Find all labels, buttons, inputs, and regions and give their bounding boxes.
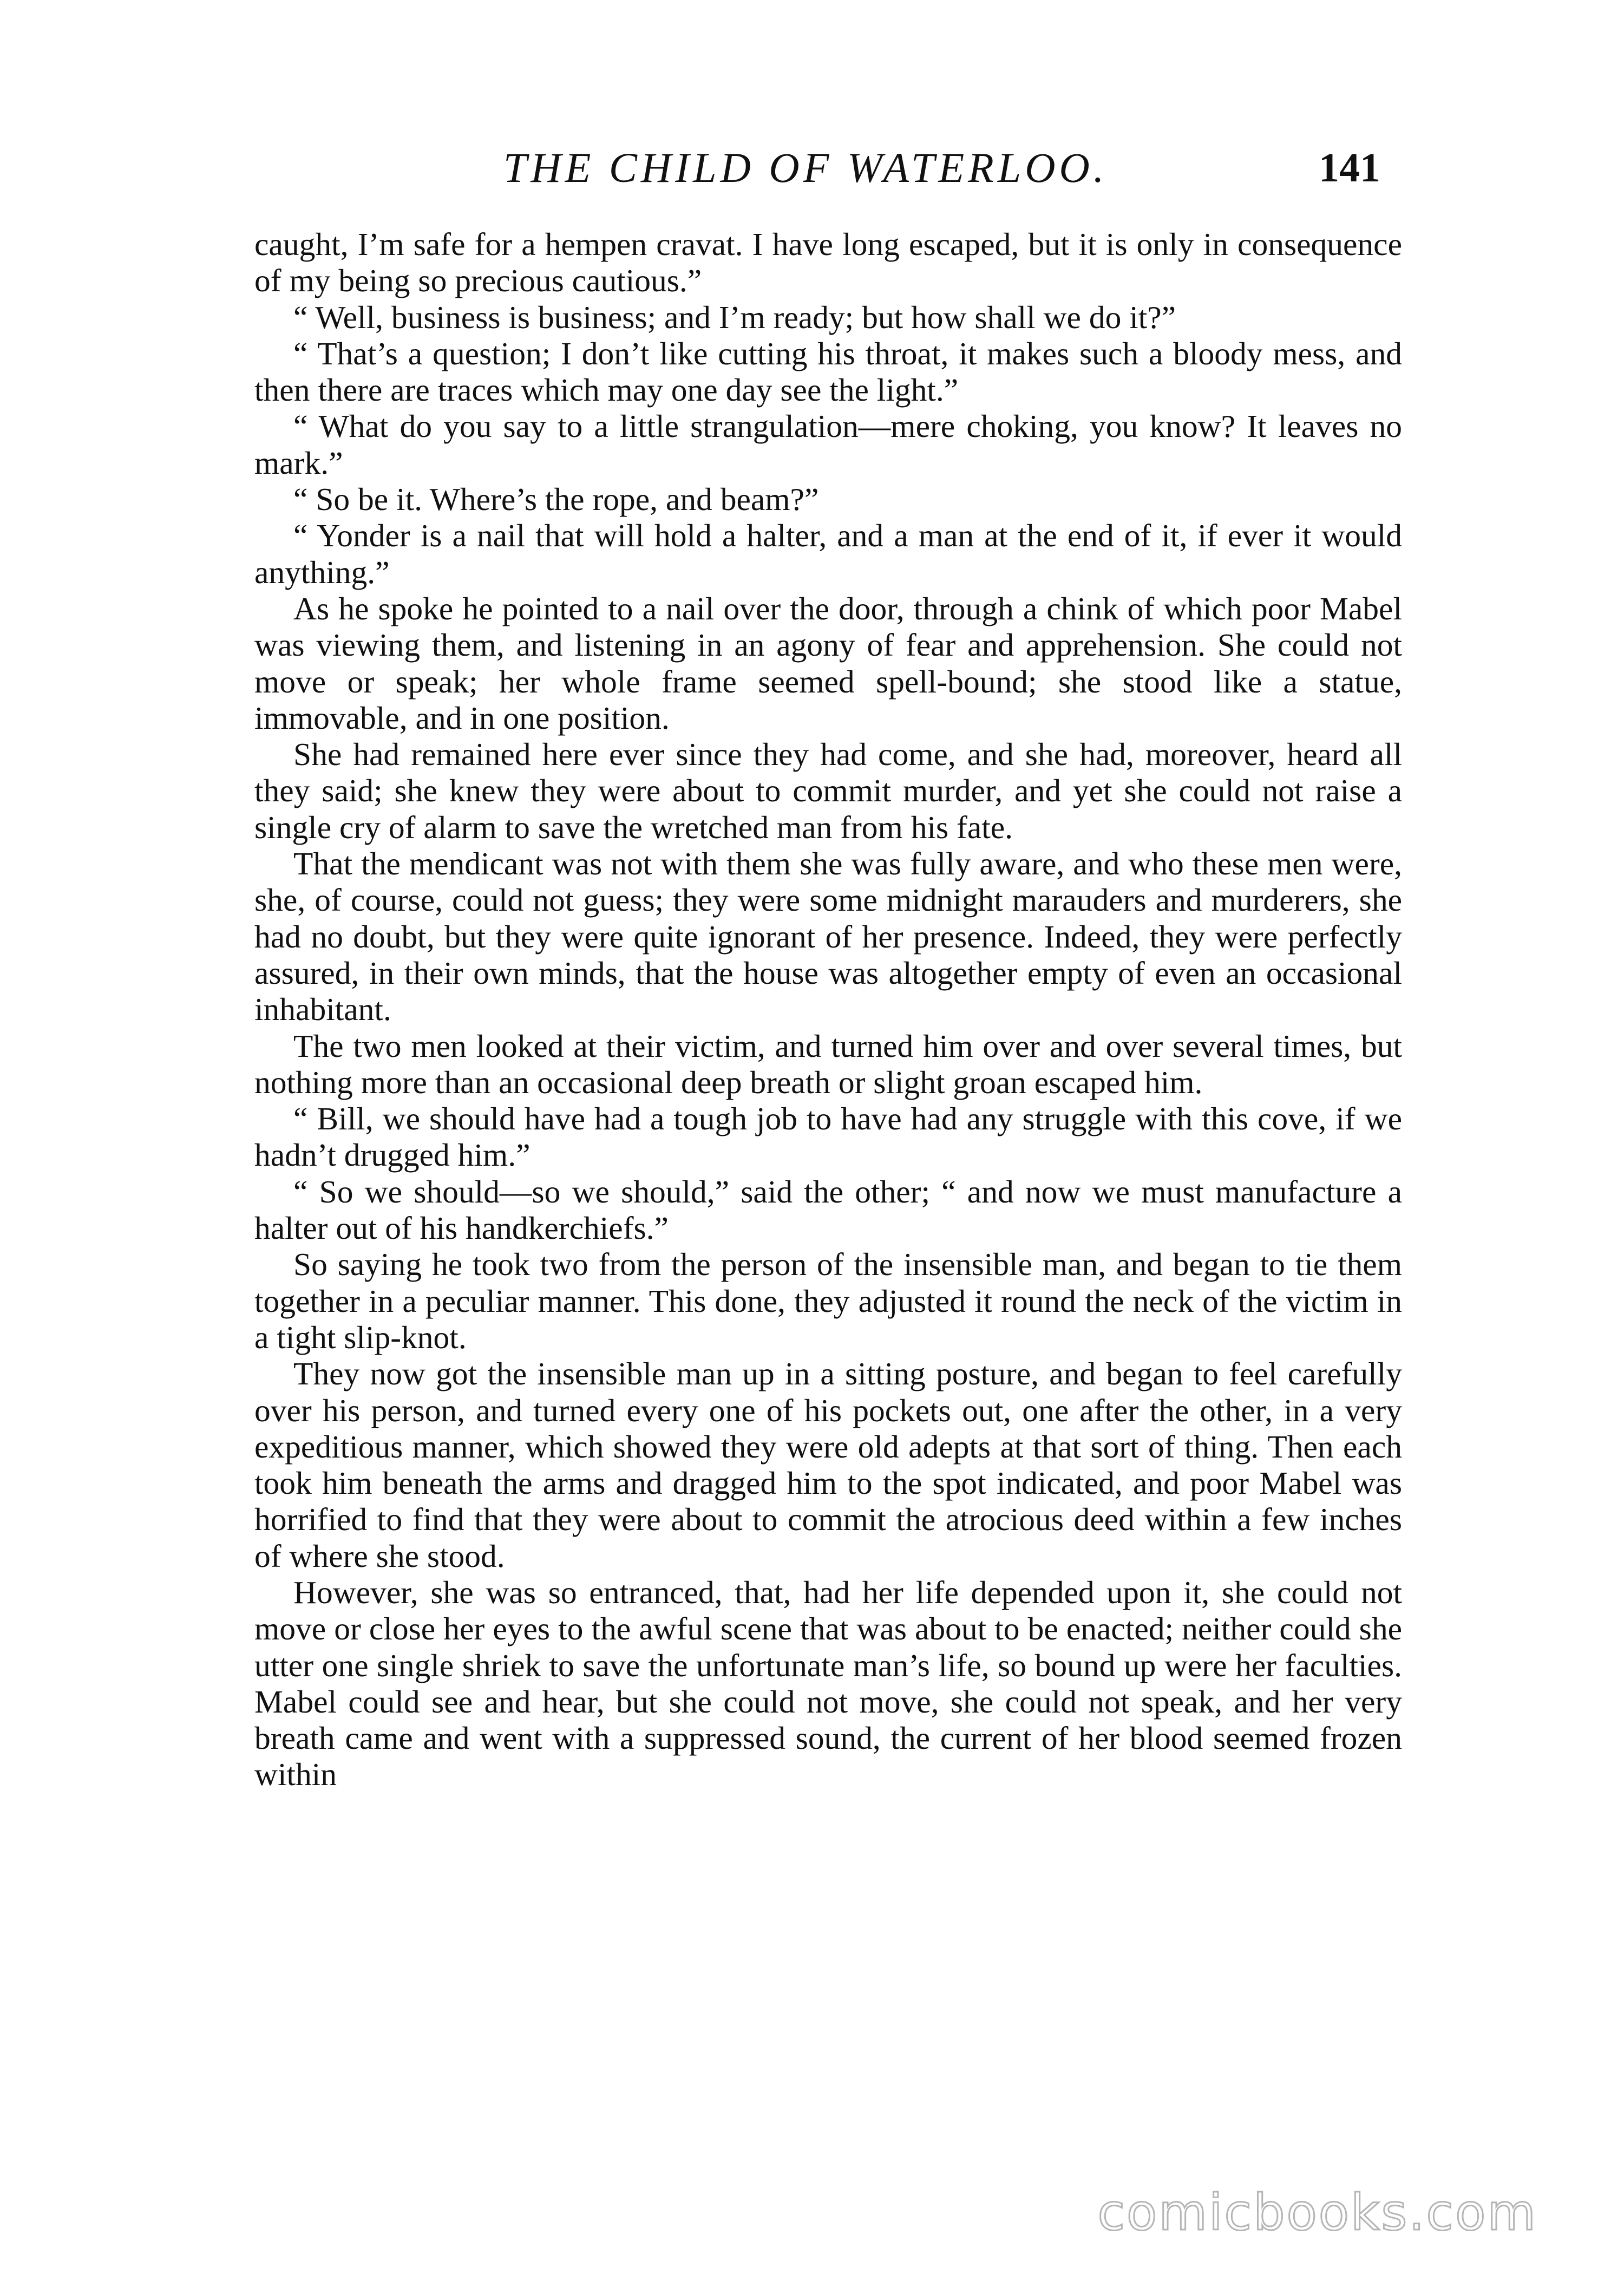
- paragraph: caught, I’m safe for a hempen cravat. I have long escaped, but it is only in consequence of my being so precious cautious.”: [254, 226, 1402, 299]
- paragraph: “ What do you say to a little strangulation—mere choking, you know? It leaves no mark.”: [254, 408, 1402, 481]
- paragraph: “ Well, business is business; and I’m ready; but how shall we do it?”: [293, 299, 1176, 335]
- paragraph: She had remained here ever since they had come, and she had, moreover, heard all they said; she knew they were about to commit murder, and yet she could not raise a single cry of alarm to save the wretched man from his fate.: [254, 736, 1402, 845]
- page-header: [254, 141, 1402, 200]
- paragraph: “ So we should—so we should,” said the other; “ and now we must manufacture a halter out of his handkerchiefs.”: [254, 1173, 1402, 1246]
- body-text: [254, 226, 1402, 1793]
- watermark: comicbooks.com: [1097, 2184, 1537, 2242]
- paragraph: They now got the insensible man up in a sitting posture, and began to feel carefully over his person, and turned every one of his pockets out, one after the other, in a very expeditious manner, which showed they were old adepts at that sort of thing. Then each took him beneath the arms and dragged him to the spot indicated, and poor Mabel was horrified to find that they were about to commit the atrocious deed within a few inches of where she stood.: [254, 1356, 1402, 1574]
- running-title: THE CHILD OF WATERLOO.: [503, 144, 1108, 191]
- paragraph: That the mendicant was not with them she was fully aware, and who these men were, she, of course, could not guess; they were some midnight marauders and murderers, she had no doubt, but they were quite ignorant of her presence. Indeed, they were perfectly assured, in their own minds, that the house was altogether empty of even an occasional inhabitant.: [254, 846, 1402, 1028]
- paragraph: “ That’s a question; I don’t like cutting his throat, it makes such a bloody mess, and then there are traces which may one day see the light.”: [254, 335, 1402, 408]
- paragraph: As he spoke he pointed to a nail over the door, through a chink of which poor Mabel was viewing them, and listening in an agony of fear and apprehension. She could not move or speak; her whole frame seemed spell-bound; she stood like a statue, immovable, and in one position.: [254, 590, 1402, 736]
- paragraph: “ So be it. Where’s the rope, and beam?”: [293, 481, 819, 518]
- paragraph: “ Yonder is a nail that will hold a halter, and a man at the end of it, if ever it would anything.”: [254, 518, 1402, 590]
- paragraph: However, she was so entranced, that, had her life depended upon it, she could not move or close her eyes to the awful scene that was about to be enacted; neither could she utter one single shriek to save the unfortunate man’s life, so bound up were her faculties. Mabel could see and hear, but she could not move, she could not speak, and her very breath came and went with a suppressed sound, the current of her blood seemed frozen within: [254, 1574, 1402, 1793]
- paragraph: So saying he took two from the person of the insensible man, and began to tie them together in a peculiar manner. This done, they adjusted it round the neck of the victim in a tight slip-knot.: [254, 1246, 1402, 1355]
- paragraph: “ Bill, we should have had a tough job to have had any struggle with this cove, if we hadn’t drugged him.”: [254, 1101, 1402, 1173]
- page-number: 141: [1319, 145, 1380, 191]
- paragraph: The two men looked at their victim, and turned him over and over several times, but nothing more than an occasional deep breath or slight groan escaped him.: [254, 1028, 1402, 1100]
